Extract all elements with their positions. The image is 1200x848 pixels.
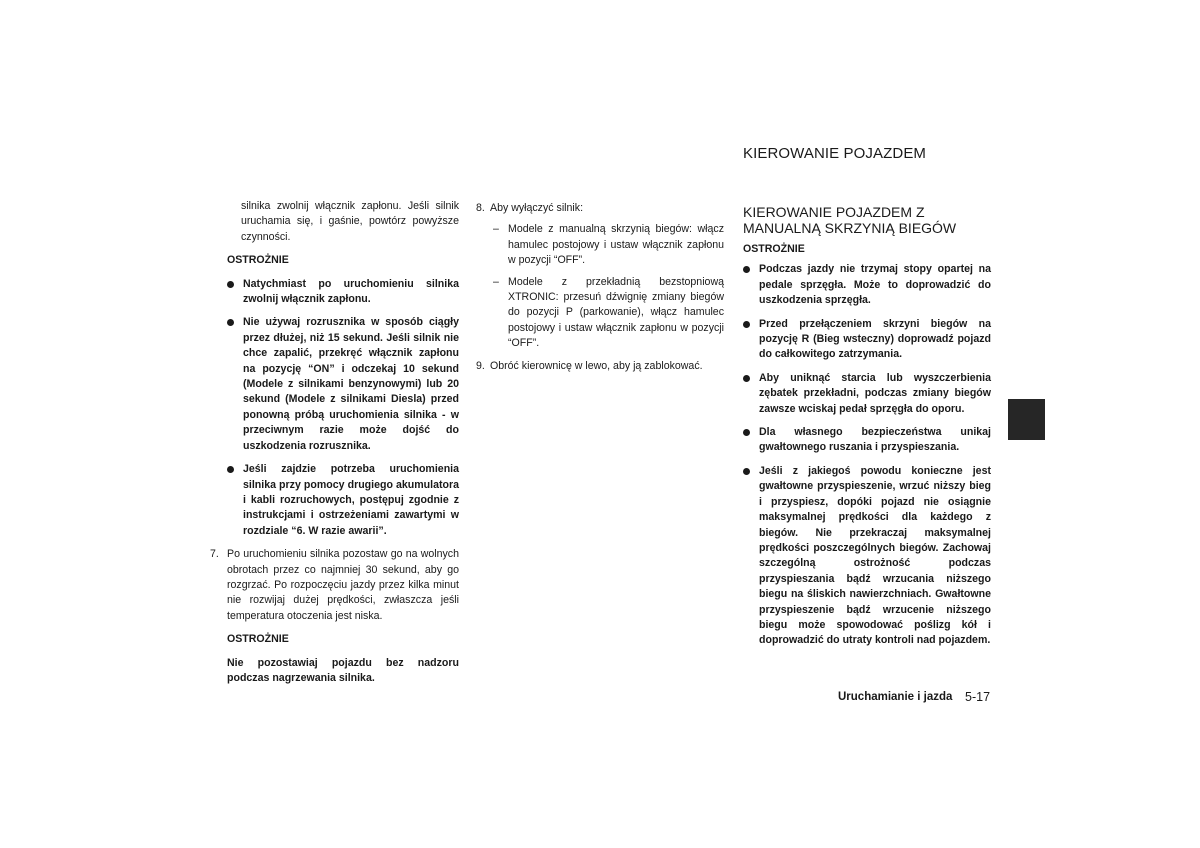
step-7-text: Po uruchomieniu silnika pozostaw go na wolnych obrotach przez co najmniej 30 sekund, aby go rozgrzać. Po rozpoczęciu jazdy przez kilka minut nie rozwijaj dużej prędkości, zwłaszcza jeśli temperatura otoczenia jest niska. [227, 548, 459, 622]
step-8 [476, 201, 724, 216]
column-middle [476, 201, 724, 374]
dash-2-text: Modele z przekładnią bezstopniową XTRONIC: przesuń dźwignię zmiany biegów do pozycji P (parkowanie), włącz hamulec postojowy i ustaw włącznik zapłonu w pozycji “OFF”. [508, 275, 724, 350]
intro-paragraph: silnika zwolnij włącznik zapłonu. Jeśli silnik uruchamia się, i gaśnie, powtórz powyższe czynności. [241, 200, 459, 243]
column-right [743, 204, 991, 649]
column-left [210, 199, 459, 686]
footer-page-number: 5-17 [965, 690, 991, 704]
dash-1-text: Modele z manualną skrzynią biegów: włącz hamulec postojowy i ustaw włącznik zapłonu w pozycji “OFF”. [508, 223, 724, 267]
manual-bullet-5: Jeśli z jakiegoś powodu konieczne jest gwałtowne przyspieszenie, wrzuć niższy bieg i przyspiesz, dopóki pojazd nie osiągnie maksymalnej prędkości dla każdego z biegów. Nie przekraczaj maksymalnej prędkości poszczególnych biegów. Zachowaj szczególną ostrożność podczas przyspieszania bądź wrzucania niższego biegu na śliskich nawierzchniach. Gwałtowne przyspieszenie bądź wrzucenie niższego biegu może spowodować poślizg kół i doprowadzić do utraty kontroli nad pojazdem. [743, 464, 991, 649]
step-7 [210, 547, 459, 624]
step-7-number: 7. [210, 548, 219, 561]
step-8-dash-1 [476, 222, 724, 268]
manual-bullet-1: Podczas jazdy nie trzymaj stopy opartej na pedale sprzęgła. Może to doprowadzić do uszkodzenia sprzęgła. [743, 262, 991, 308]
section-title: KIEROWANIE POJAZDEM [743, 145, 927, 162]
subsection-heading: KIEROWANIE POJAZDEM Z MANUALNĄ SKRZYNIĄ BIEGÓW [743, 204, 957, 236]
manual-bullet-3: Aby uniknąć starcia lub wyszczerbienia zębatek przekładni, podczas zmiany biegów zawsze wciskaj pedał sprzęgła do oporu. [743, 371, 991, 417]
caution-label-3: OSTROŻNIE [743, 243, 805, 255]
step-9-number: 9. [476, 359, 485, 372]
caution-label-2: OSTROŻNIE [227, 633, 289, 646]
manual-bullet-4: Dla własnego bezpieczeństwa unikaj gwałtownego ruszania i przyspieszania. [743, 425, 991, 456]
caution-bullet-3: Jeśli zajdzie potrzeba uruchomienia silnika przy pomocy drugiego akumulatora i kabli rozruchowych, postępuj zgodnie z instrukcjami i ostrzeżeniami zawartymi w rozdziale “6. W razie awarii”. [227, 462, 459, 539]
caution-label-1: OSTROŻNIE [227, 254, 289, 267]
footer-chapter-title: Uruchamianie i jazda [838, 691, 953, 703]
caution-text-2: Nie pozostawiaj pojazdu bez nadzoru podczas nagrzewania silnika. [227, 656, 459, 684]
step-8-number: 8. [476, 202, 485, 214]
manual-bullet-2: Przed przełączeniem skrzyni biegów na pozycję R (Bieg wsteczny) doprowadź pojazd do całkowitego zatrzymania. [743, 317, 991, 363]
step-8-text: Aby wyłączyć silnik: [490, 202, 584, 214]
caution-bullet-1: Natychmiast po uruchomieniu silnika zwolnij włącznik zapłonu. [227, 277, 459, 308]
dash-mark: – [493, 275, 499, 288]
step-8-dash-2 [476, 275, 724, 352]
dash-mark: – [493, 223, 499, 236]
caution-bullet-2: Nie używaj rozrusznika w sposób ciągły przez dłużej, niż 15 sekund. Jeśli silnik nie chce zapalić, przekręć włącznik zapłonu na pozycję “ON” i odczekaj 10 sekund (Modele z silnikami benzynowymi) lub 20 sekund (Modele z silnikami Diesla) przed ponowną próbą uruchomienia silnika - w przeciwnym razie może dojść do uszkodzenia rozrusznika. [227, 315, 459, 454]
step-9-text: Obróć kierownicę w lewo, aby ją zablokować. [490, 359, 703, 372]
chapter-tab-marker [1008, 399, 1045, 440]
step-9 [476, 359, 724, 374]
